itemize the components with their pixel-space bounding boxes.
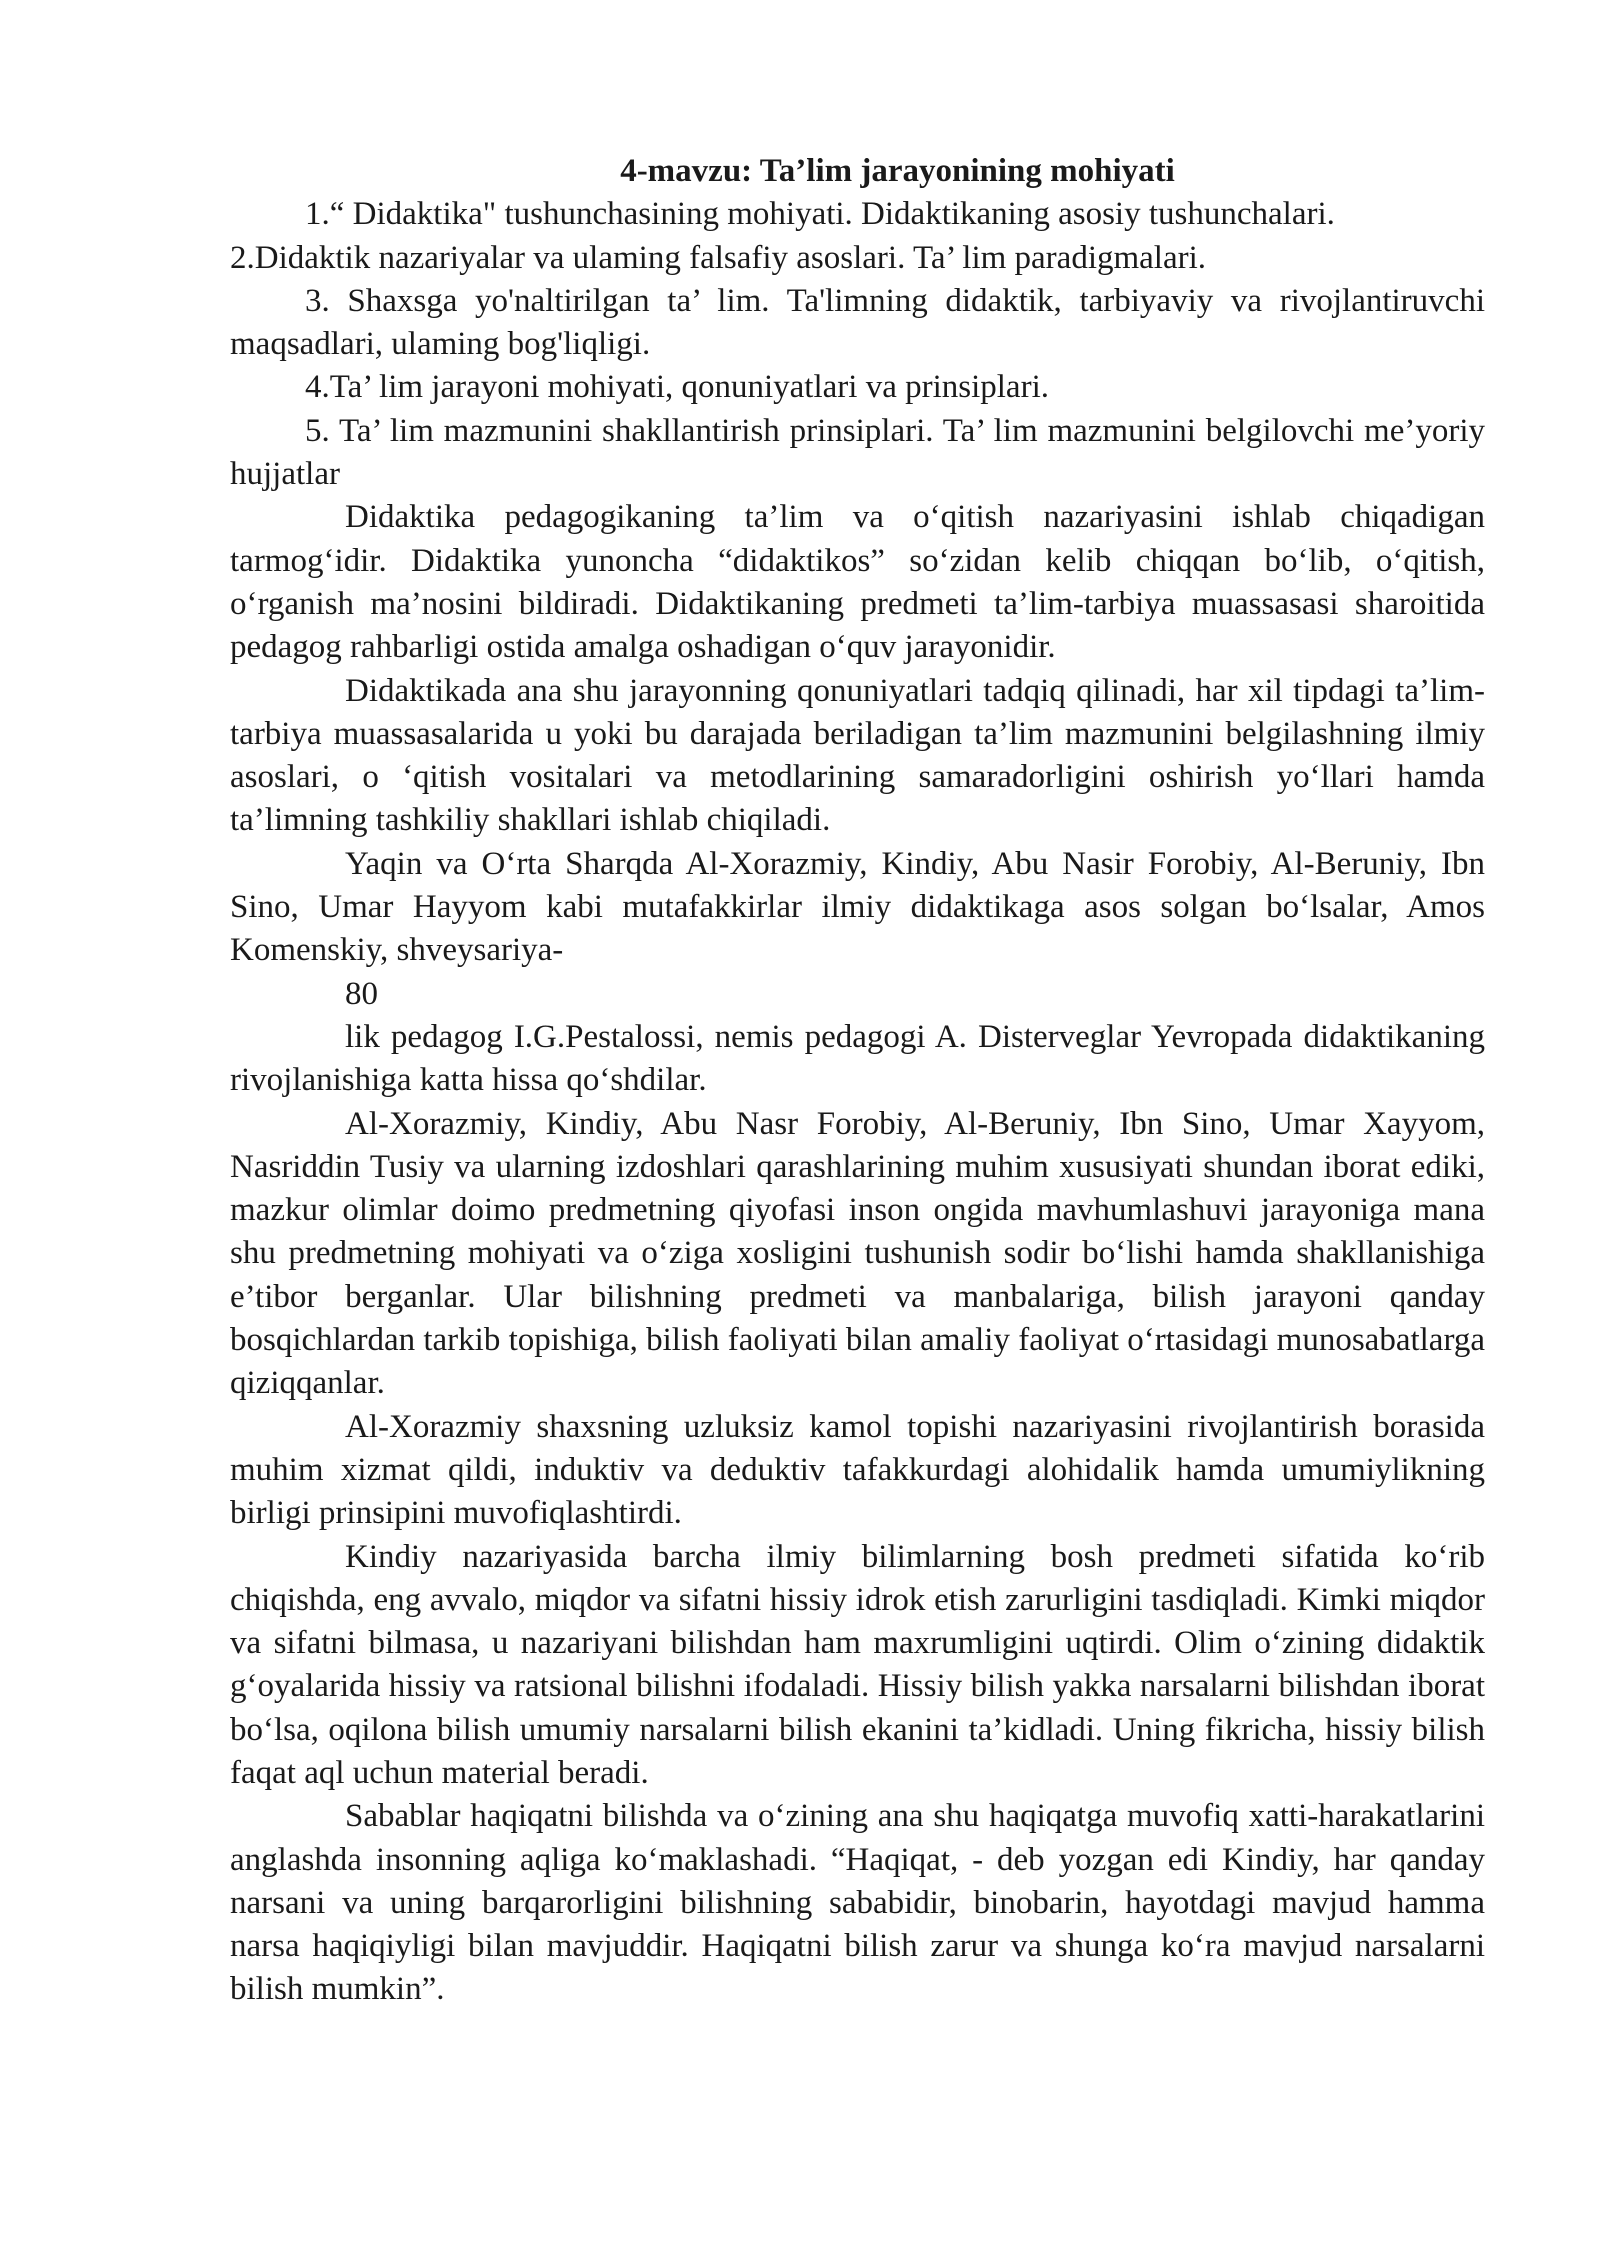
body-paragraph: Didaktikada ana shu jarayonning qonuniyatlari tadqiq qilinadi, har xil tipdagi ta’lim-tarbiya muassasalarida u yoki bu darajada beriladigan ta’lim mazmunini belgilashning ilmiy asoslari, o ‘qitish vositalari va metodlarining samaradorligini oshirish yo‘llari hamda ta’limning tashkiliy shakllari ishlab chiqiladi.: [230, 672, 1485, 839]
plan-item-3: 3. Shaxsga yo'naltirilgan ta’ lim. Ta'limning didaktik, tarbiyaviy va rivojlantiruvchi maqsadlari, ulaming bog'liqligi.: [230, 282, 1485, 363]
body-paragraph: lik pedagog I.G.Pestalossi, nemis pedagogi A. Disterveglar Yevropada didaktikaning rivojlanishiga katta hissa qo‘shdilar.: [230, 1018, 1485, 1099]
body-paragraph: Yaqin va O‘rta Sharqda Al-Xorazmiy, Kindiy, Abu Nasir Forobiy, Al-Beruniy, Ibn Sino, Umar Hayyom kabi mutafakkirlar ilmiy didaktikaga asos solgan bo‘lsalar, Amos Komenskiy, shveysariya-: [230, 845, 1485, 969]
document-title: 4-mavzu: Ta’lim jarayonining mohiyati: [620, 153, 1175, 189]
page-number: 80: [345, 975, 378, 1012]
document-page: [230, 150, 1485, 2012]
plan-item-5: 5. Ta’ lim mazmunini shakllantirish prinsiplari. Ta’ lim mazmunini belgilovchi me’yoriy hujjatlar: [230, 412, 1485, 493]
body-paragraph: Al-Xorazmiy, Kindiy, Abu Nasr Forobiy, Al-Beruniy, Ibn Sino, Umar Xayyom, Nasriddin Tusiy va ularning izdoshlari qarashlarining muhim xususiyati shundan iborat ediki, mazkur olimlar doimo predmetning qiyofasi inson ongida mavhumlashuvi jarayoniga mana shu predmetning mohiyati va o‘ziga xosligini tushunish sodir bo‘lishi hamda shakllanishiga e’tibor berganlar. Ular bilishning predmeti va manbalariga, bilish jarayoni qanday bosqichlardan tarkib topishiga, bilish faoliyati bilan amaliy faoliyat o‘rtasidagi munosabatlarga qiziqqanlar.: [230, 1105, 1485, 1402]
body-paragraph: Kindiy nazariyasida barcha ilmiy bilimlarning bosh predmeti sifatida ko‘rib chiqishda, eng avvalo, miqdor va sifatni hissiy idrok etish zarurligini tasdiqladi. Kimki miqdor va sifatni bilmasa, u nazariyani bilishdan ham maxrumligini uqtirdi. Olim o‘zining didaktik g‘oyalarida hissiy va ratsional bilishni ifodaladi. Hissiy bilish yakka narsalarni bilishdan iborat bo‘lsa, oqilona bilish umumiy narsalarni bilish ekanini ta’kidladi. Uning fikricha, hissiy bilish faqat aql uchun material beradi.: [230, 1538, 1485, 1791]
body-paragraph: Sabablar haqiqatni bilishda va o‘zining ana shu haqiqatga muvofiq xatti-harakatlarini anglashda insonning aqliga ko‘maklashadi. “Haqiqat, - deb yozgan edi Kindiy, har qanday narsani va uning barqarorligini bilishning sababidir, binobarin, hayotdagi mavjud hamma narsa haqiqiyligi bilan mavjuddir. Haqiqatni bilish zarur va shunga ko‘ra mavjud narsalarni bilish mumkin”.: [230, 1798, 1485, 2008]
plan-item-4: 4.Ta’ lim jarayoni mohiyati, qonuniyatlari va prinsiplari.: [305, 369, 1049, 406]
body-paragraph: Didaktika pedagogikaning ta’lim va o‘qitish nazariyasini ishlab chiqadigan tarmog‘idir. Didaktika yunoncha “didaktikos” so‘zidan kelib chiqqan bo‘lib, o‘qitish, o‘rganish ma’nosini bildiradi. Didaktikaning predmeti ta’lim-tarbiya muassasasi sharoitida pedagog rahbarligi ostida amalga oshadigan o‘quv jarayonidir.: [230, 499, 1485, 666]
plan-item-2: 2.Didaktik nazariyalar va ulaming falsafiy asoslari. Ta’ lim paradigmalari.: [230, 239, 1207, 276]
body-paragraph: Al-Xorazmiy shaxsning uzluksiz kamol topishi nazariyasini rivojlantirish borasida muhim xizmat qildi, induktiv va deduktiv tafakkurdagi alohidalik hamda umumiylikning birligi prinsipini muvofiqlashtirdi.: [230, 1408, 1485, 1532]
plan-item-1: 1.“ Didaktika" tushunchasining mohiyati. Didaktikaning asosiy tushunchalari.: [305, 196, 1335, 233]
